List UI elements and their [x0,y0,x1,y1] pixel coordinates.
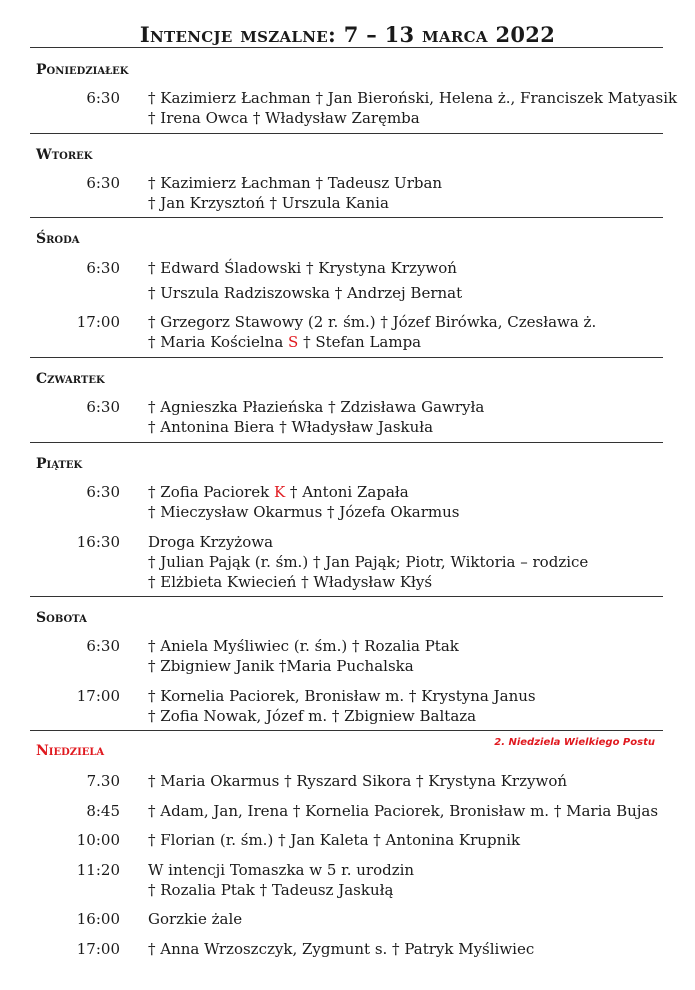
intention-line: Gorzkie żale [148,910,243,928]
page-title: Intencje mszalne: 7 – 13 marca 2022 [139,22,556,47]
day-heading-friday: Piątek [36,456,83,472]
intention-line: † Kazimierz Łachman † Tadeusz Urban [148,174,443,192]
divider [30,442,663,443]
intention-line: † Antonina Biera † Władysław Jaskuła [148,418,434,436]
mass-time: 6:30 [86,259,120,277]
intention-line: † Zbigniew Janik †Maria Puchalska [148,657,414,675]
marker-k: K [273,483,286,501]
mass-time: 17:00 [76,313,120,331]
intention-line: † Rozalia Ptak † Tadeusz Jaskułą [148,881,394,899]
intention-line: † Kornelia Paciorek, Bronisław m. † Krystyna Janus [148,687,536,705]
intention-line: † Anna Wrzoszczyk, Zygmunt s. † Patryk Myśliwiec [148,940,535,958]
intention-line: † Elżbieta Kwiecień † Władysław Kłyś [148,573,433,591]
day-heading-tuesday: Wtorek [36,147,93,163]
intention-line: † Maria Okarmus † Ryszard Sikora † Krystyna Krzywoń [148,772,568,790]
intention-line: † Grzegorz Stawowy (2 r. śm.) † Józef Birówka, Czesława ż. [148,313,597,331]
mass-time: 6:30 [86,89,120,107]
mass-time: 8:45 [86,802,120,820]
mass-time: 17:00 [76,687,120,705]
day-heading-sunday: Niedziela [36,743,105,759]
divider [30,133,663,134]
day-heading-wednesday: Środa [36,231,80,247]
mass-time: 17:00 [76,940,120,958]
divider [30,596,663,597]
intention-line: † Jan Krzysztoń † Urszula Kania [148,194,389,212]
day-heading-saturday: Sobota [36,610,87,626]
mass-time: 16:00 [76,910,120,928]
mass-time: 6:30 [86,174,120,192]
intention-line: † Kazimierz Łachman † Jan Bieroński, Helena ż., Franciszek Matyasik [148,89,678,107]
mass-time: 7.30 [86,772,120,790]
mass-time: 6:30 [86,398,120,416]
mass-time: 10:00 [76,831,120,849]
divider [30,217,663,218]
divider [30,47,663,48]
intention-text: † Maria Kościelna [148,333,289,351]
mass-time: 11:20 [76,861,120,879]
divider [30,730,663,731]
day-heading-thursday: Czwartek [36,371,105,387]
intention-line: † Zofia Nowak, Józef m. † Zbigniew Baltaza [148,707,477,725]
intention-line: † Mieczysław Okarmus † Józefa Okarmus [148,503,460,521]
intention-line: W intencji Tomaszka w 5 r. urodzin [148,861,415,879]
intention-text: † Zofia Paciorek [148,483,274,501]
intention-line: † Aniela Myśliwiec (r. śm.) † Rozalia Ptak [148,637,459,655]
intention-line: † Irena Owca † Władysław Zaręmba [148,109,420,127]
mass-time: 16:30 [76,533,120,551]
intention-line: † Agnieszka Płazieńska † Zdzisława Gawryła [148,398,485,416]
intention-line [148,483,409,501]
liturgical-note: 2. Niedziela Wielkiego Postu [494,737,655,748]
mass-time: 6:30 [86,483,120,501]
intention-text: † Antoni Zapała [285,483,409,501]
divider [30,357,663,358]
intention-line: † Julian Pająk (r. śm.) † Jan Pająk; Piotr, Wiktoria – rodzice [148,553,589,571]
intention-line: † Edward Śladowski † Krystyna Krzywoń [148,259,457,277]
intention-line: † Urszula Radziszowska † Andrzej Bernat [148,284,463,302]
marker-s: S [288,333,299,351]
intention-line: † Florian (r. śm.) † Jan Kaleta † Antonina Krupnik [148,831,521,849]
intention-text: † Stefan Lampa [298,333,422,351]
day-heading-monday: Poniedziałek [36,62,129,78]
intention-line: Droga Krzyżowa [148,533,274,551]
intention-line: † Adam, Jan, Irena † Kornelia Paciorek, Bronisław m. † Maria Bujas [148,802,659,820]
intention-line [148,333,421,351]
mass-time: 6:30 [86,637,120,655]
